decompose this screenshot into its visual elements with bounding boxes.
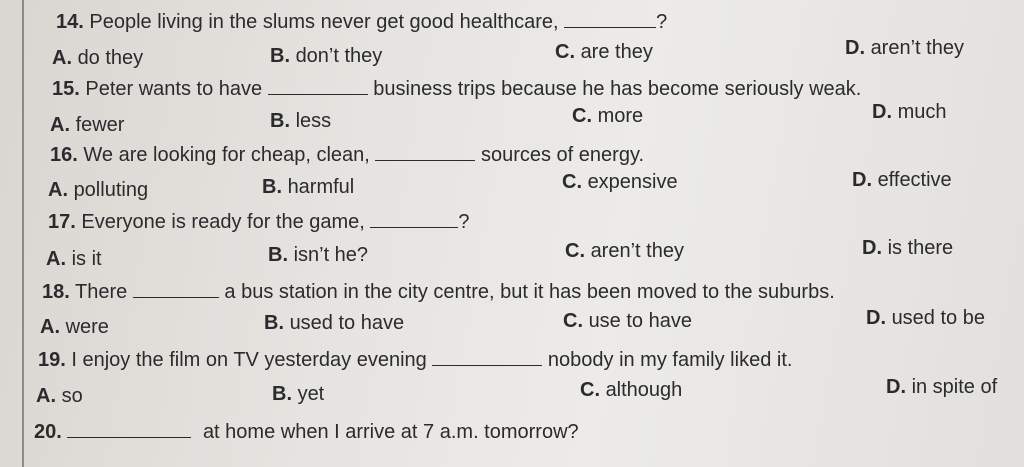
option-16-b: B. harmful <box>262 176 355 198</box>
answer-blank <box>67 421 191 438</box>
question-16 <box>50 143 644 167</box>
question-number: 16. <box>50 144 78 166</box>
option-15-d: D. much <box>872 101 947 123</box>
option-14-a: A. do they <box>52 47 144 69</box>
question-18 <box>42 280 835 304</box>
option-14-c: C. are they <box>555 41 653 63</box>
question-text-before: Peter wants to have <box>85 78 263 100</box>
question-text-after: sources of energy. <box>480 144 645 166</box>
question-text-before: There <box>75 281 128 303</box>
answer-blank <box>564 11 656 28</box>
option-15-a: A. fewer <box>50 114 125 136</box>
option-18-b: B. used to have <box>264 312 405 334</box>
question-19 <box>38 348 792 372</box>
option-17-c: C. aren’t they <box>565 240 684 262</box>
question-20 <box>34 420 579 444</box>
option-14-b: B. don’t they <box>270 45 383 67</box>
question-text-after: a bus station in the city centre, but it has been moved to the suburbs. <box>224 281 835 303</box>
option-16-c: C. expensive <box>562 171 678 193</box>
question-text-after: nobody in my family liked it. <box>547 349 793 371</box>
answer-blank <box>268 78 368 95</box>
question-number: 19. <box>38 349 66 371</box>
question-number: 18. <box>42 281 70 303</box>
answer-blank <box>375 144 475 161</box>
question-14 <box>56 10 667 34</box>
option-17-a: A. is it <box>46 248 102 270</box>
option-15-b: B. less <box>270 110 332 132</box>
question-number: 14. <box>56 11 84 33</box>
option-15-c: C. more <box>572 105 644 127</box>
answer-blank <box>370 211 458 228</box>
option-14-d: D. aren’t they <box>845 37 964 59</box>
question-text-before: We are looking for cheap, clean, <box>83 144 370 166</box>
question-text-before: I enjoy the film on TV yesterday evening <box>71 349 427 371</box>
option-18-c: C. use to have <box>563 310 692 332</box>
question-number: 20. <box>34 421 62 443</box>
question-text-after: business trips because he has become seriously weak. <box>373 78 862 100</box>
question-text-after: at home when I arrive at 7 a.m. tomorrow? <box>202 421 579 443</box>
question-17 <box>48 210 470 234</box>
question-text-after: ? <box>656 11 668 33</box>
option-16-d: D. effective <box>852 169 952 191</box>
option-19-b: B. yet <box>272 383 325 405</box>
question-text-before: People living in the slums never get good healthcare, <box>89 11 559 33</box>
option-17-d: D. is there <box>862 237 954 259</box>
option-18-d: D. used to be <box>866 307 985 329</box>
answer-blank <box>133 281 219 298</box>
question-15 <box>52 77 861 101</box>
question-number: 17. <box>48 211 76 233</box>
question-text-before: Everyone is ready for the game, <box>81 211 365 233</box>
answer-blank <box>432 349 542 366</box>
option-19-a: A. so <box>36 385 83 407</box>
option-19-d: D. in spite of <box>886 376 998 398</box>
option-19-c: C. although <box>580 379 683 401</box>
option-18-a: A. were <box>40 316 109 338</box>
option-17-b: B. isn’t he? <box>268 244 369 266</box>
question-text-after: ? <box>458 211 470 233</box>
question-number: 15. <box>52 78 80 100</box>
option-16-a: A. polluting <box>48 179 149 201</box>
